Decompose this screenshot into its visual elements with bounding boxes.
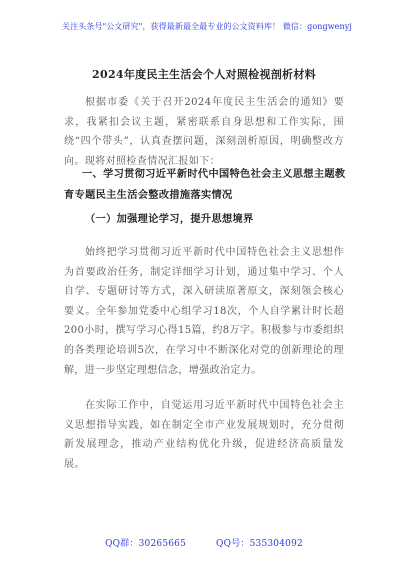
- document-title: 2024年度民主生活会个人对照检视剖析材料: [92, 68, 316, 81]
- intro-paragraph: 根据市委《关于召开2024年度民主生活会的通知》要求，我紧扣会议主题，紧密联系自身思想和工作实际，围绕“四个带头”，认真查摆问题，深刻剖析原因，明确整改方向。现将对照检查情况汇报如下：: [64, 97, 344, 167]
- footer-qq-group: QQ群：30265665: [105, 539, 187, 549]
- body-paragraph: 在实际工作中，自觉运用习近平新时代中国特色社会主义思想指导实践，如在制定全市产业发展规划时，充分贯彻新发展理念，推动产业结构优化升级，促进经济高质量发展。: [64, 400, 344, 470]
- footer-contact: [0, 536, 408, 549]
- section-heading: 一、学习贯彻习近平新时代中国特色社会主义思想主题教育专题民主生活会整改措施落实情况: [64, 168, 346, 201]
- header-banner: 关注头条号"公文研究"，获得最新最全最专业的公文资料库！ 微信：gongwenyj: [62, 22, 352, 31]
- subsection-heading: （一）加强理论学习，提升思想境界: [85, 213, 254, 225]
- footer-qq-number: QQ号：535304092: [216, 539, 303, 549]
- body-paragraph: 始终把学习贯彻习近平新时代中国特色社会主义思想作为首要政治任务，制定详细学习计划，通过集中学习、个人自学、专题研讨等方式，深入研读原著原文，深刻领会核心要义。全年参加党委中心组学习18次，个人自学累计时长超200小时，撰写学习心得15篇，约8万字。积极参与市委组织的各类理论培训5次，在学习中不断深化对党的创新理论的理解，进一步坚定理想信念，增强政治定力。: [64, 247, 344, 376]
